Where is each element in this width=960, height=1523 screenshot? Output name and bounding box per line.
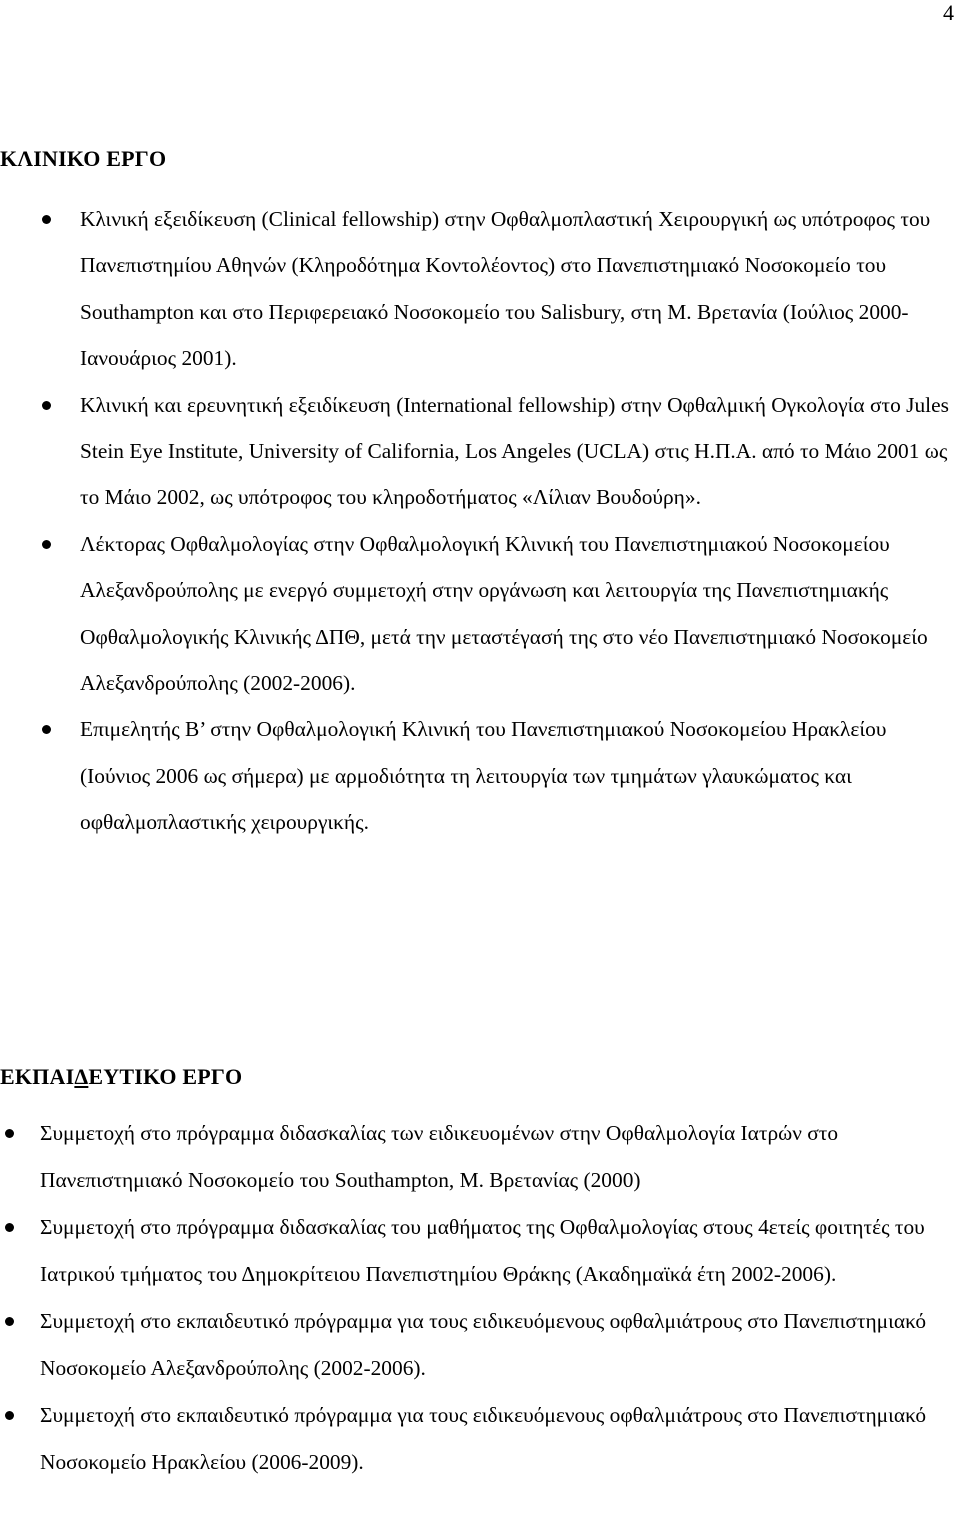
list-item: [80, 382, 950, 521]
list-item: [40, 1110, 960, 1204]
educational-item-text: Συμμετοχή στο εκπαιδευτικό πρόγραμμα για τους ειδικευόμενους οφθαλμιάτρους στο Πανεπιστημιακό Νοσοκομείο Αλεξανδρούπολης (2002-2006).: [40, 1309, 927, 1380]
clinical-item-text: Κλινική και ερευνητική εξειδίκευση (International fellowship) στην Οφθαλμική Ογκολογία στο Jules Stein Eye Institute, University of California, Los Angeles (UCLA) στις Η.Π.Α. από το Μάιο 2001 ως το Μάιο 2002, ως υπότροφος του κληροδοτήματος «Λίλιαν Βουδούρη».: [80, 392, 949, 510]
bullet-icon: [5, 1129, 14, 1138]
educational-item-text: Συμμετοχή στο πρόγραμμα διδασκαλίας των ειδικευομένων στην Οφθαλμολογία Ιατρών στο Πανεπιστημιακό Νοσοκομείο του Southampton, Μ. Βρετανίας (2000): [40, 1121, 839, 1192]
clinical-work-heading: ΚΛΙΝΙΚΟ ΕΡΓΟ: [0, 146, 167, 171]
page-number: 4: [943, 0, 954, 25]
bullet-icon: [42, 725, 51, 734]
educational-item-text: Συμμετοχή στο πρόγραμμα διδασκαλίας του μαθήματος της Οφθαλμολογίας στους 4ετείς φοιτητές του Ιατρικού τμήματος του Δημοκρίτειου Πανεπιστημίου Θράκης (Ακαδημαϊκά έτη 2002-2006).: [40, 1215, 925, 1286]
educational-heading-part: ΕΥΤΙΚΟ ΕΡΓΟ: [88, 1064, 243, 1089]
clinical-work-list: [80, 196, 950, 846]
educational-work-list: [40, 1110, 960, 1486]
educational-heading-underlined: Δ: [74, 1064, 89, 1089]
list-item: [40, 1392, 960, 1486]
bullet-icon: [5, 1223, 14, 1232]
clinical-item-text: Λέκτορας Οφθαλμολογίας στην Οφθαλμολογική Κλινική του Πανεπιστημιακού Νοσοκομείου Αλεξανδρούπολης με ενεργό συμμετοχή στην οργάνωση και λειτουργία της Πανεπιστημιακής Οφθαλμολογικής Κλινικής ΔΠΘ, μετά την μεταστέγασή της στο νέο Πανεπιστημιακό Νοσοκομείο Αλεξανδρούπολης (2002-2006).: [80, 531, 928, 696]
list-item: [80, 521, 950, 707]
bullet-icon: [5, 1411, 14, 1420]
list-item: [80, 706, 950, 845]
clinical-item-text: Επιμελητής Β’ στην Οφθαλμολογική Κλινική του Πανεπιστημιακού Νοσοκομείου Ηρακλείου (Ιούνιος 2006 ως σήμερα) με αρμοδιότητα τη λειτουργία των τμημάτων γλαυκώματος και οφθαλμοπλαστικής χειρουργικής.: [80, 717, 887, 835]
bullet-icon: [5, 1317, 14, 1326]
bullet-icon: [42, 215, 51, 224]
list-item: [40, 1298, 960, 1392]
clinical-item-text: Κλινική εξειδίκευση (Clinical fellowship) στην Οφθαλμοπλαστική Χειρουργική ως υπότροφος του Πανεπιστημίου Αθηνών (Κληροδότημα Κοντολέοντος) στο Πανεπιστημιακό Νοσοκομείο του Southampton και στο Περιφερειακό Νοσοκομείο του Salisbury, στη Μ. Βρετανία (Ιούλιος 2000-Ιανουάριος 2001).: [80, 207, 931, 371]
educational-item-text: Συμμετοχή στο εκπαιδευτικό πρόγραμμα για τους ειδικευόμενους οφθαλμιάτρους στο Πανεπιστημιακό Νοσοκομείο Ηρακλείου (2006-2009).: [40, 1403, 927, 1474]
bullet-icon: [42, 540, 51, 549]
list-item: [80, 196, 950, 382]
list-item: [40, 1204, 960, 1298]
bullet-icon: [42, 401, 51, 410]
educational-heading-part: ΕΚΠΑΙ: [0, 1064, 75, 1089]
educational-work-heading: [0, 1064, 242, 1090]
